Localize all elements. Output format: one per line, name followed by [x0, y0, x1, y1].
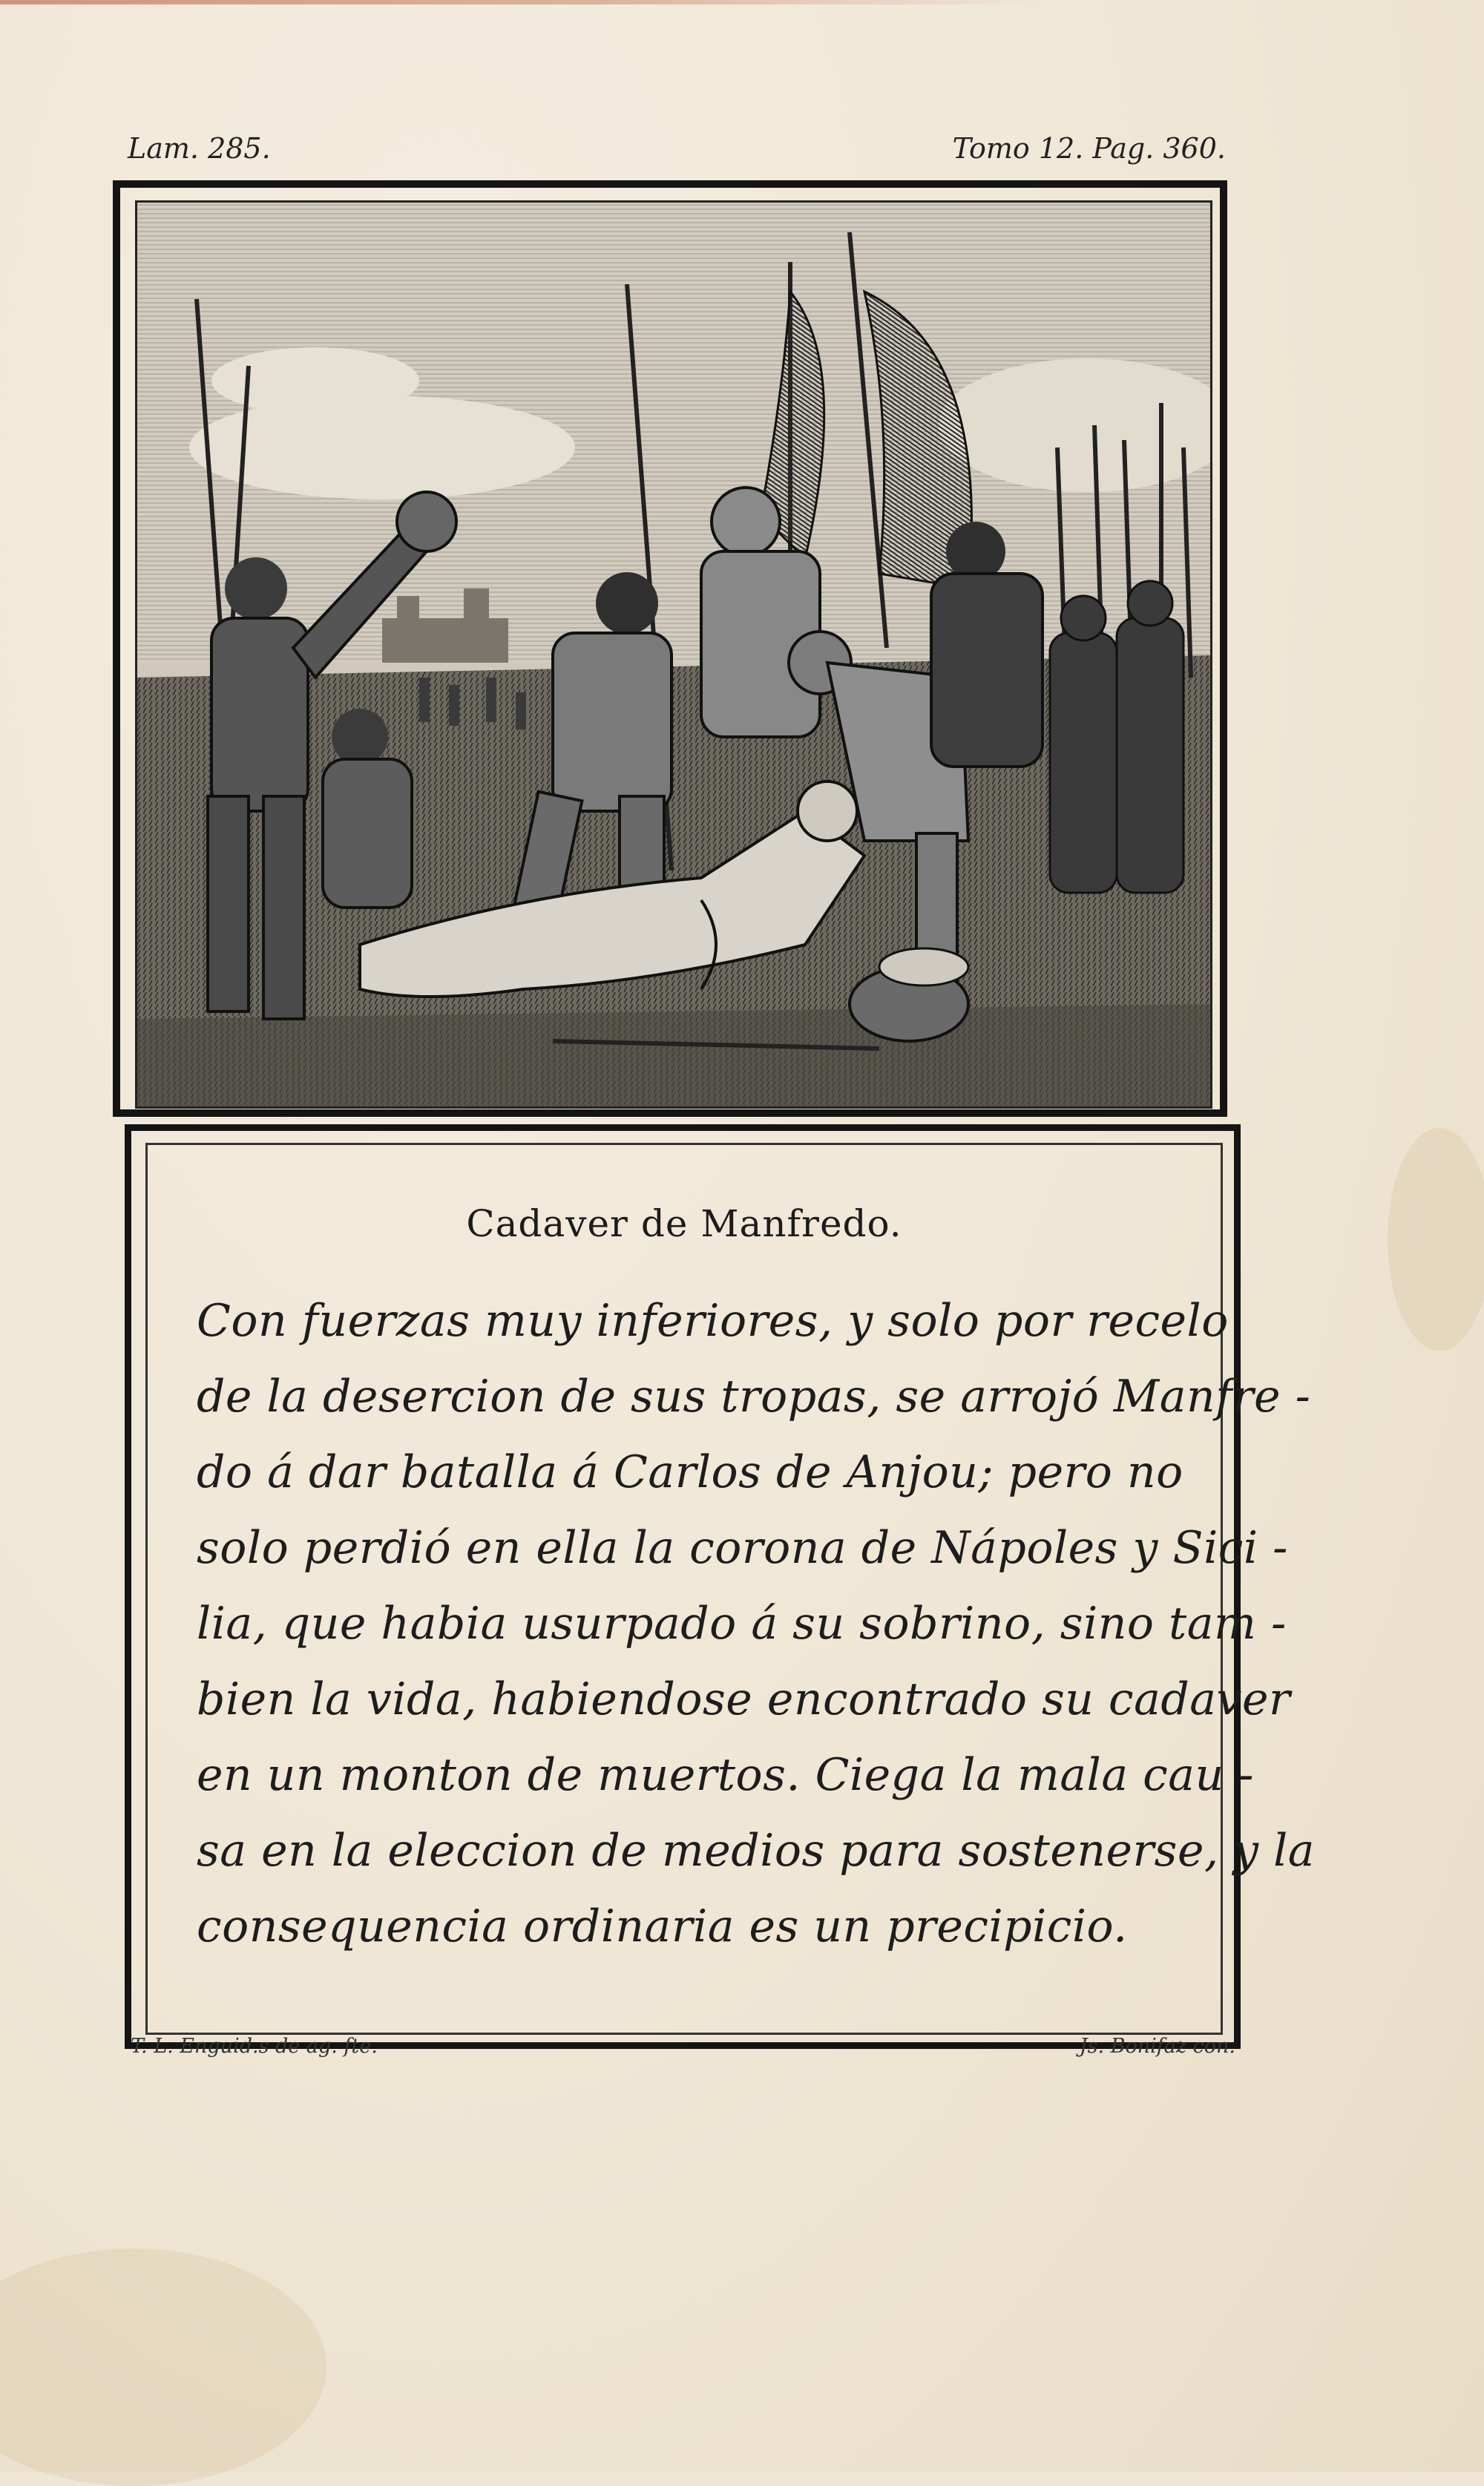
plate-number: Lam. 285.	[128, 132, 271, 165]
caption-line: do á dar batalla á Carlos de Anjou; pero no	[197, 1446, 1183, 1498]
caption-line: consequencia ordinaria es un precipicio.	[197, 1900, 1128, 1952]
caption-line: en un monton de muertos. Ciega la mala cau -	[197, 1749, 1255, 1801]
caption-line: sa en la eleccion de medios para sostenerse, y la	[197, 1825, 1316, 1877]
engraver-credit: T. L. Enguid.s de ag. fte.	[131, 2035, 378, 2058]
caption-line: Con fuerzas muy inferiores, y solo por recelo	[197, 1295, 1229, 1347]
caption-title: Cadaver de Manfredo.	[466, 1202, 902, 1245]
paper-stain	[1388, 1128, 1484, 1351]
battle-scene-engraving	[137, 203, 1212, 1109]
caption-line: de la desercion de sus tropas, se arrojó Manfre -	[197, 1371, 1311, 1423]
edge-discoloration	[0, 0, 1484, 4]
caption-line: bien la vida, habiendose encontrado su cadaver	[197, 1673, 1291, 1725]
designer-credit: Js. Bonifaz con.	[1079, 2035, 1235, 2058]
caption-line: solo perdió en ella la corona de Nápoles y Sici -	[197, 1522, 1288, 1574]
caption-line: lia, que habia usurpado á su sobrino, sino tam -	[197, 1598, 1287, 1650]
engraving-illustration	[135, 200, 1212, 1109]
cloud	[211, 347, 419, 414]
volume-page-reference: Tomo 12. Pag. 360.	[952, 132, 1226, 165]
